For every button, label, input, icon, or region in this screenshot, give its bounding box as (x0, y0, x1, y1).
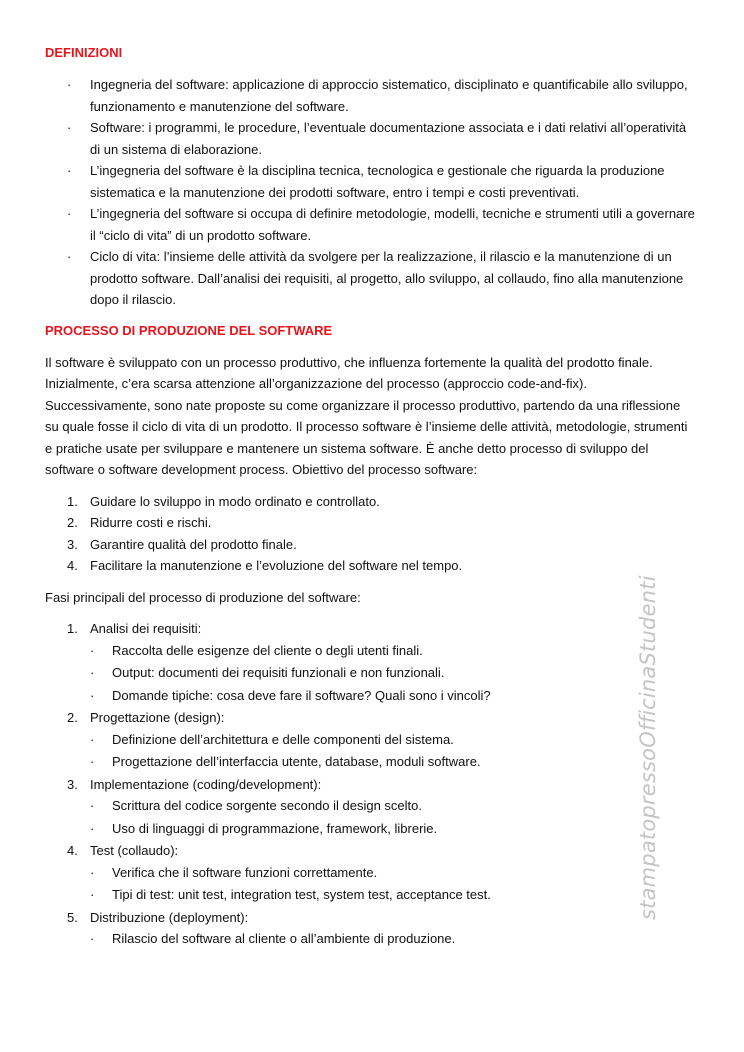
phase-number: 5. (67, 909, 78, 925)
phase-subitem: · Verifica che il software funzioni correttamente. (90, 862, 695, 885)
phase-subitem: · Definizione dell’architettura e delle componenti del sistema. (90, 729, 695, 752)
phase-subitem: · Tipi di test: unit test, integration test, system test, acceptance test. (90, 884, 695, 907)
phase-subitem: · Uso di linguaggi di programmazione, framework, librerie. (90, 818, 695, 841)
definition-item: · Software: i programmi, le procedure, l’eventuale documentazione associata e i dati relativi all’operatività di un sistema di elaborazione. (45, 117, 695, 160)
phase-subitem: · Scrittura del codice sorgente secondo il design scelto. (90, 795, 695, 818)
phase-sublist (90, 729, 695, 774)
phase-subitem: · Domande tipiche: cosa deve fare il software? Quali sono i vincoli? (90, 685, 695, 708)
objective-number: 2. (67, 515, 78, 530)
phase-number: 4. (67, 843, 78, 858)
definition-item: · Ingegneria del software: applicazione di approccio sistematico, disciplinato e quantificabile allo sviluppo, funzionamento e manutenzione del software. (45, 74, 695, 117)
watermark (636, 540, 660, 920)
objective-item (45, 512, 695, 534)
phase-sublist (90, 640, 695, 708)
phase-title: Analisi dei requisiti: (90, 621, 202, 636)
objective-text: Facilitare la manutenzione e l’evoluzione del software nel tempo. (90, 558, 463, 573)
phase-title: Test (collaudo): (90, 843, 179, 858)
objective-text: Garantire qualità del prodotto finale. (90, 536, 297, 552)
phases-intro: Fasi principali del processo di produzione del software: (45, 589, 361, 605)
objective-number: 3. (67, 536, 78, 552)
phase-sublist (90, 862, 695, 907)
phase-sublist (90, 795, 695, 840)
watermark-text: stampatopressoOfficinaStudenti (636, 575, 660, 920)
phase-subitem: · Output: documenti dei requisiti funzionali e non funzionali. (90, 662, 695, 685)
phase-item (45, 774, 695, 841)
phases-list (45, 618, 695, 951)
phase-sublist (90, 928, 695, 951)
phase-number: 1. (67, 621, 78, 636)
section-title-definizioni: DEFINIZIONI (45, 45, 123, 60)
objectives-list (45, 491, 695, 577)
objective-item (45, 491, 695, 513)
objective-text: Ridurre costi e rischi. (90, 515, 212, 530)
phase-title: Progettazione (design): (90, 710, 225, 725)
objective-number: 4. (67, 558, 78, 573)
phase-item (45, 840, 695, 907)
phase-title: Implementazione (coding/development): (90, 776, 322, 792)
phase-subitem: · Rilascio del software al cliente o all’ambiente di produzione. (90, 928, 695, 951)
objective-text: Guidare lo sviluppo in modo ordinato e controllato. (90, 493, 380, 509)
document-page (45, 42, 695, 951)
objective-item (45, 534, 695, 556)
phase-title: Distribuzione (deployment): (90, 909, 249, 925)
phase-item (45, 618, 695, 707)
definition-item: · L’ingegneria del software è la disciplina tecnica, tecnologica e gestionale che riguarda la produzione sistematica e la manutenzione dei prodotti software, entro i tempi e costi preventivati. (45, 160, 695, 203)
phase-item (45, 907, 695, 951)
phase-number: 2. (67, 710, 78, 725)
phase-number: 3. (67, 776, 78, 792)
phase-subitem: · Raccolta delle esigenze del cliente o degli utenti finali. (90, 640, 695, 663)
intro-paragraph: Il software è sviluppato con un processo produttivo, che influenza fortemente la qualità del prodotto finale. Inizialmente, c’era scarsa attenzione all’organizzazione del processo (approccio code-and-fix). Successivamente, sono nate proposte su come organizzare il processo produttivo, partendo da una riflessione su quale fosse il ciclo di vita di un prodotto. Il processo software è l’insieme delle attività, metodologie, strumenti e pratiche usate per sviluppare e mantenere un sistema software. È anche detto processo di sviluppo del software o software development process. Obiettivo del processo software: (45, 354, 688, 477)
section-title-processo: PROCESSO DI PRODUZIONE DEL SOFTWARE (45, 322, 333, 338)
definitions-list (45, 74, 695, 311)
phase-subitem: · Progettazione dell’interfaccia utente, database, moduli software. (90, 751, 695, 774)
phase-item (45, 707, 695, 774)
objective-item (45, 555, 695, 577)
objective-number: 1. (67, 493, 78, 509)
definition-item: · Ciclo di vita: l’insieme delle attività da svolgere per la realizzazione, il rilascio e la manutenzione di un prodotto software. Dall’analisi dei requisiti, al progetto, allo sviluppo, al collaudo, fino alla manutenzione dopo il rilascio. (45, 246, 695, 311)
definition-item: · L’ingegneria del software si occupa di definire metodologie, modelli, tecniche e strumenti utili a governare il “ciclo di vita” di un prodotto software. (45, 203, 695, 246)
